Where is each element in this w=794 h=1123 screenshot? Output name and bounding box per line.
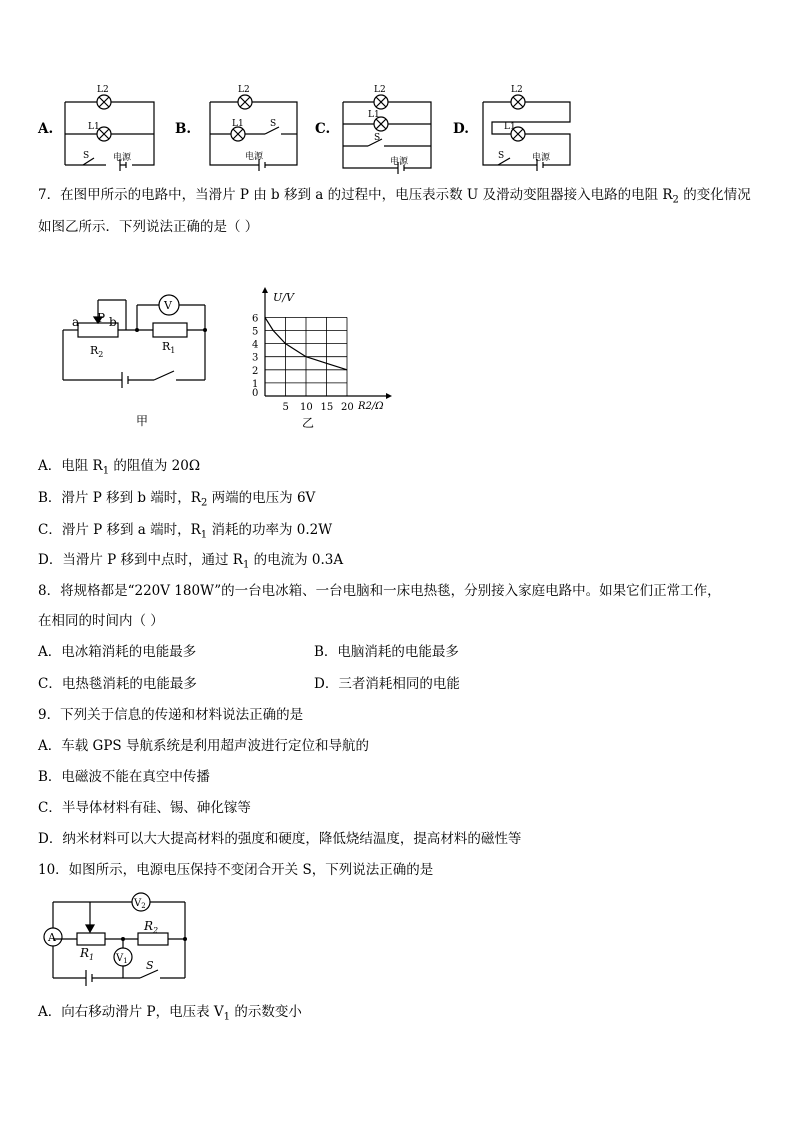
option-d-label: D. [453,121,469,137]
chart-xlabel: R2/Ω [358,401,384,412]
q9-option-c[interactable]: C．半导体材料有硅、锡、砷化镓等 [38,800,251,816]
label-r2: $R_2$ [90,344,104,359]
label-r1: $R_1$ [80,946,95,962]
source-label: 电源 [245,152,264,162]
label-a: a [72,315,80,329]
switch-label: S [270,119,277,129]
q10-circuit [40,888,200,988]
q9-option-b[interactable]: B．电磁波不能在真空中传播 [38,769,210,785]
switch-label: S [374,133,381,143]
q8-option-d[interactable]: D．三者消耗相同的电能 [314,676,460,692]
chart-ticks [252,313,354,413]
source-label: 电源 [532,153,551,163]
circuit-option-b [205,84,305,174]
circuit-option-c [338,84,438,176]
x-tick-label: 15 [320,402,334,413]
y-axis-arrow [262,287,268,293]
voltmeter-v1-symbol: $V_1$ [116,953,128,965]
y-tick-label: 5 [252,326,259,338]
lamp-l2-label: L2 [238,85,250,95]
x-tick-label: 5 [282,402,289,413]
q8-option-c[interactable]: C．电热毯消耗的电能最多 [38,676,197,692]
q7-option-b[interactable]: B．滑片 P 移到 b 端时，$R_2$ 两端的电压为 6V [38,490,316,509]
q9-stem: 9．下列关于信息的传递和材料说法正确的是 [38,707,304,723]
voltmeter-symbol: V [164,299,172,312]
source-label: 电源 [113,153,132,163]
lamp-l1-label: L1 [88,122,100,132]
q7-stem-line2: 如图乙所示．下列说法正确的是（ ） [38,219,259,235]
q10-option-a[interactable]: A．向右移动滑片 P，电压表 $V_1$ 的示数变小 [38,1004,302,1023]
source-label: 电源 [390,157,409,167]
q7-option-d[interactable]: D．当滑片 P 移到中点时，通过 $R_1$ 的电流为 0.3A [38,552,344,571]
q8-stem-line1: 8．将规格都是“220V 180W”的一台电冰箱、一台电脑和一床电热毯，分别接入家庭电路中。如果它们正常工作， [38,583,721,599]
q7-chart-yi [246,285,396,433]
y-tick-label: 2 [252,365,259,377]
q7-option-c[interactable]: C．滑片 P 移到 a 端时，$R_1$ 消耗的功率为 0.2W [38,522,333,541]
label-r2: $R_2$ [144,919,159,935]
fig-jia-caption: 甲 [136,414,149,428]
q9-option-d[interactable]: D．纳米材料可以大大提高材料的强度和硬度，降低烧结温度，提高材料的磁性等 [38,831,522,847]
y-tick-label: 6 [252,313,259,325]
q9-option-a[interactable]: A．车载 GPS 导航系统是利用超声波进行定位和导航的 [38,738,369,754]
q10-stem: 10．如图所示，电源电压保持不变闭合开关 S，下列说法正确的是 [38,862,434,878]
q7-stem-line1: 7．在图甲所示的电路中，当滑片 P 由 b 移到 a 的过程中，电压表示数 U 及滑动变阻器接入电路的电阻 $R_2$ 的变化情况 [38,187,751,206]
y-tick-label: 4 [252,339,259,351]
switch-label: S [498,151,505,161]
lamp-l2-label: L2 [374,85,386,95]
switch-label: S [146,959,154,972]
option-a-label: A. [38,121,54,137]
label-p: P [97,311,106,325]
q8-stem-line2: 在相同的时间内（ ） [38,613,164,629]
x-tick-label: 10 [300,402,313,413]
x-tick-label: 20 [341,402,354,413]
x-axis-arrow [386,393,392,399]
circuit-option-d [478,84,578,174]
lamp-l1-label: L1 [368,110,380,120]
voltmeter-v2-symbol: $V_2$ [134,898,146,910]
lamp-l1-label: L1 [232,119,244,129]
label-b: b [109,315,117,329]
lamp-l1-label: L1 [504,122,516,132]
lamp-l2-label: L2 [511,85,523,95]
y-tick-label: 3 [252,352,259,364]
chart-ylabel: U/V [273,291,294,304]
label-r1: $R_1$ [162,340,176,355]
option-b-label: B. [175,121,192,137]
ammeter-symbol: A [48,931,56,944]
q8-option-b[interactable]: B．电脑消耗的电能最多 [314,644,459,660]
switch-label: S [83,151,90,161]
fig-yi-caption: 乙 [302,416,315,430]
lamp-l2-label: L2 [97,85,109,95]
circuit-option-a [60,84,160,174]
q7-figure-jia [58,292,218,432]
y-tick-label: 1 [252,378,259,390]
q7-option-a[interactable]: A．电阻 $R_1$ 的阻值为 20Ω [38,458,201,477]
option-c-label: C. [315,121,331,137]
q8-option-a[interactable]: A．电冰箱消耗的电能最多 [38,644,197,660]
x-tick-label: 0 [252,388,259,399]
